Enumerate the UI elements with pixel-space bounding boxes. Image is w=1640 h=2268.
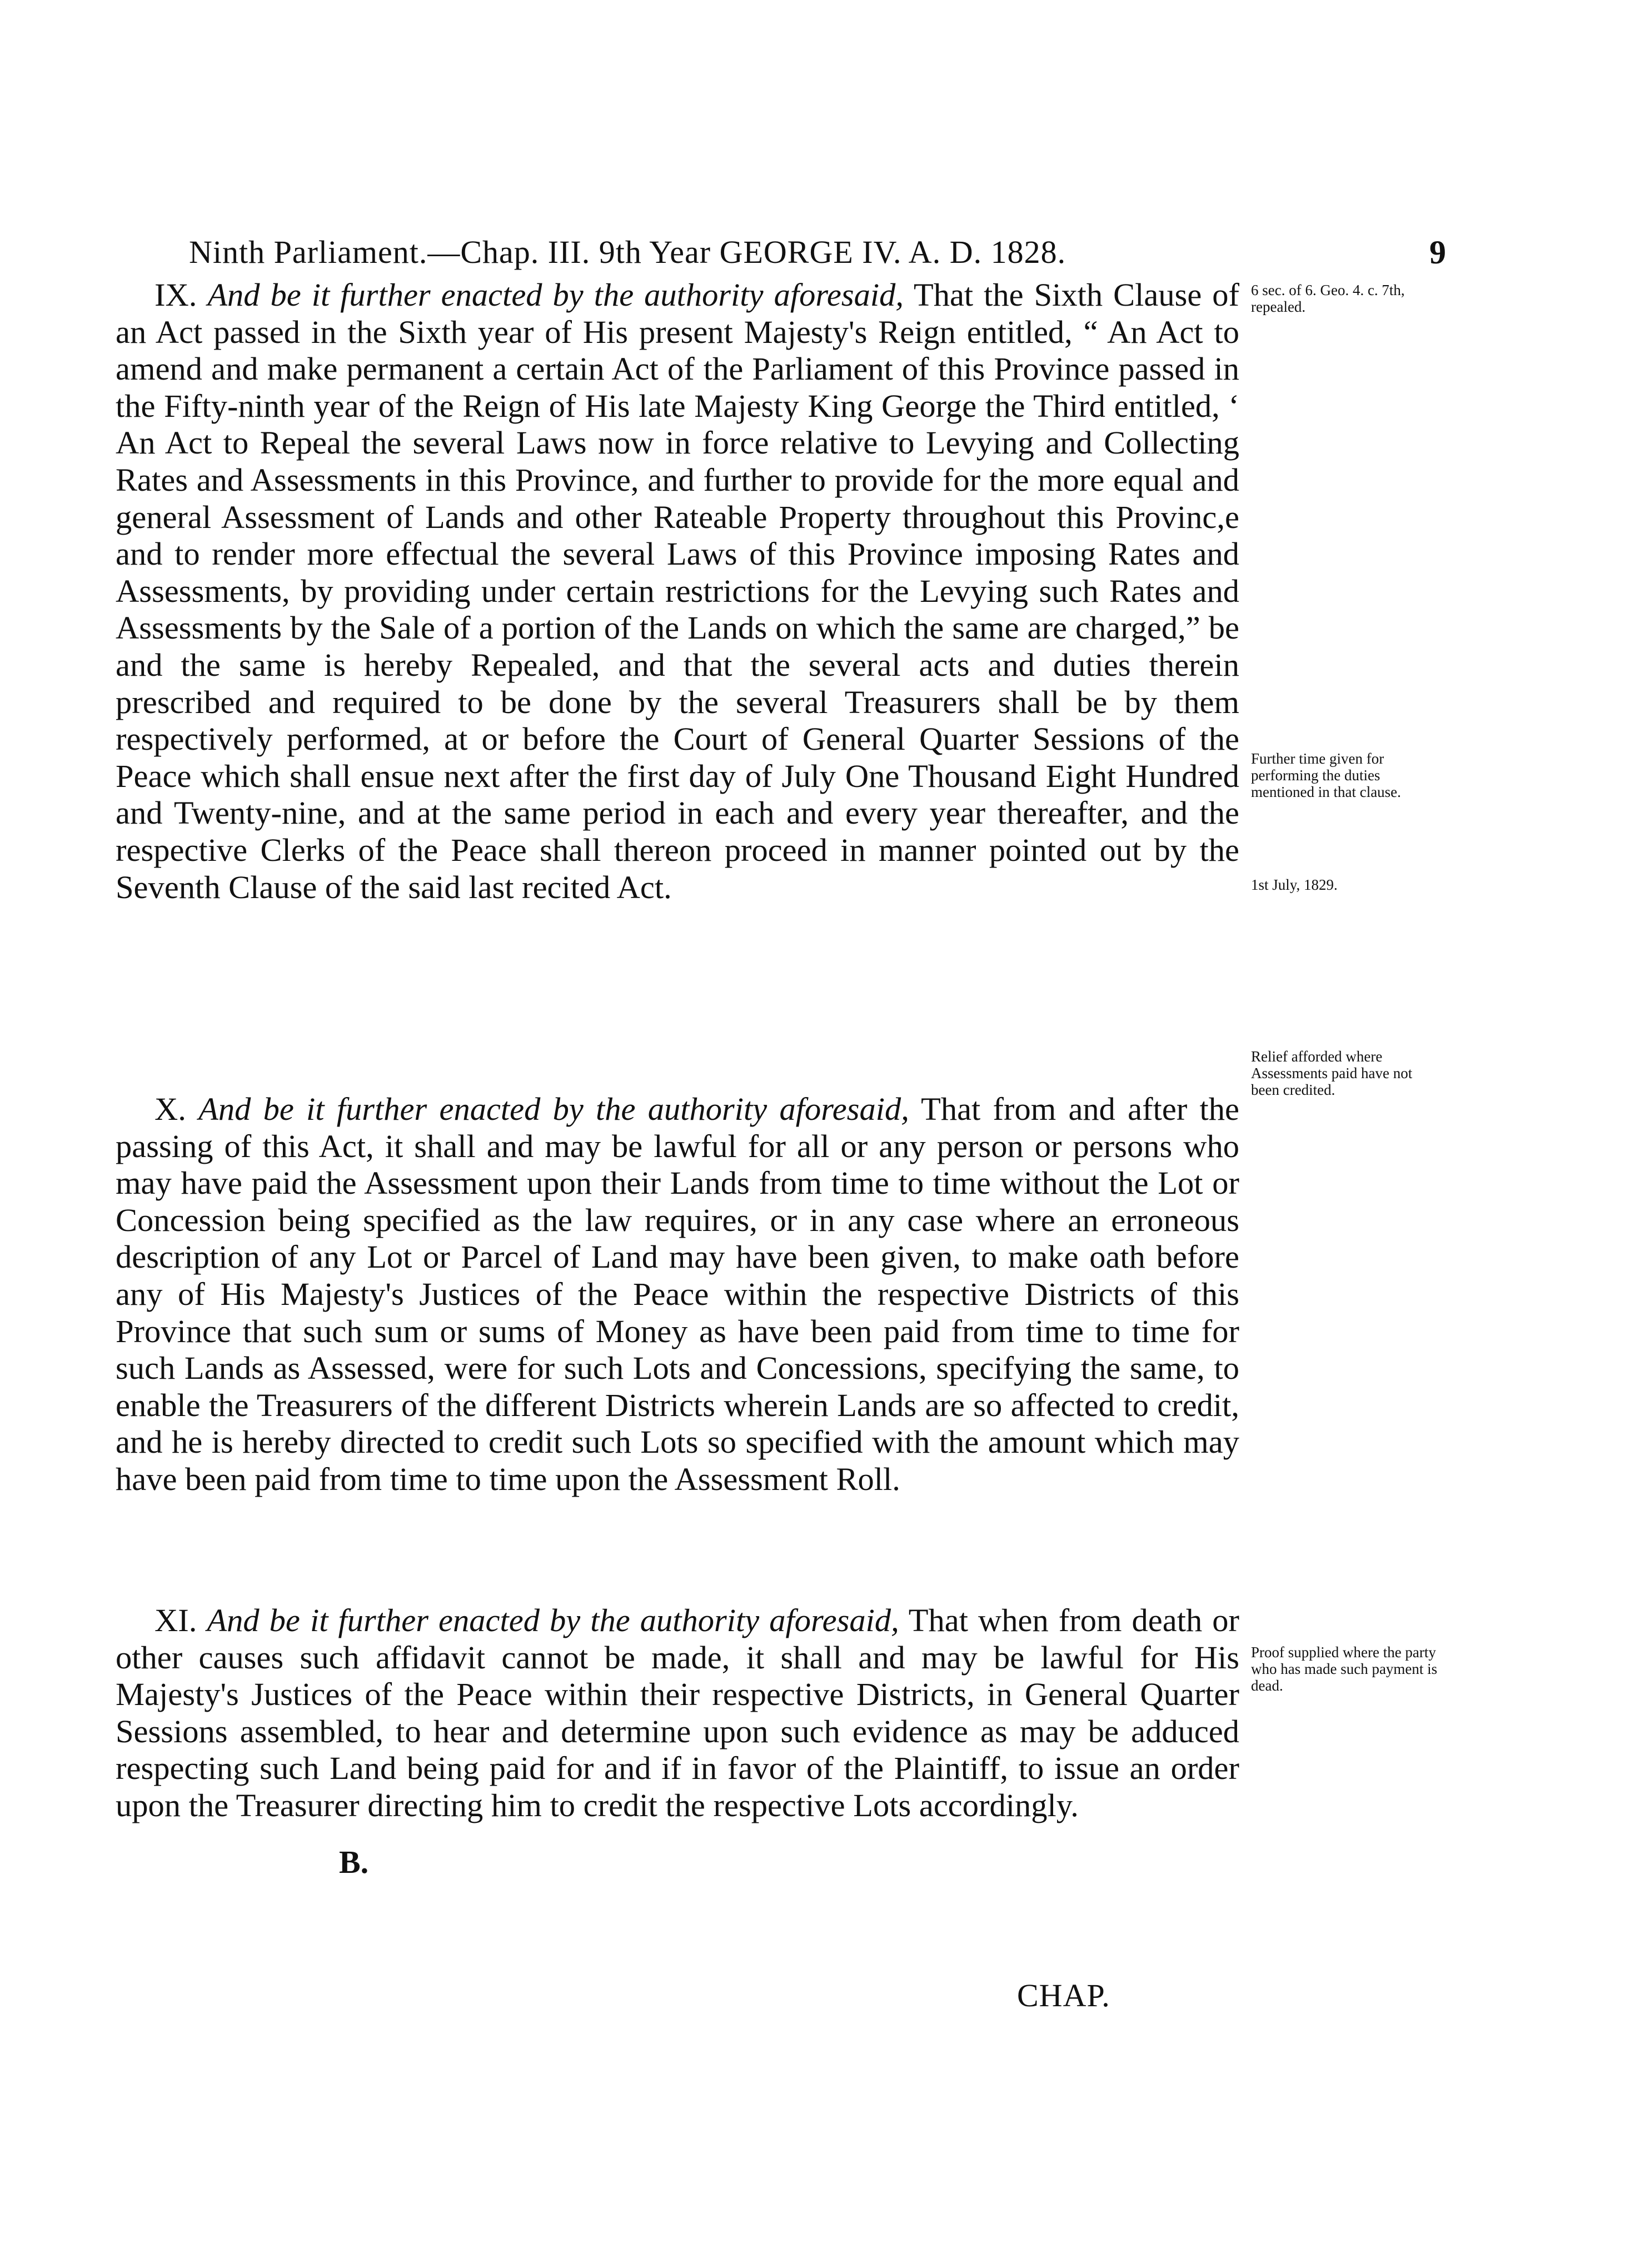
enacting-clause: And be it further enacted by the authority aforesaid, xyxy=(207,277,904,313)
enacting-clause: And be it further enacted by the authority aforesaid, xyxy=(198,1091,909,1127)
margin-note-further-time: Further time given for performing the duties mentioned in that clause. xyxy=(1251,750,1401,800)
section-body: That when from death or other causes such affidavit cannot be made, it shall and may be lawful for His Majesty's Justices of the Peace within their respective Districts, in General Quarter Sessions assembled, to hear and determine upon such evidence as may be adduced respecting such Land being paid for and if in favor of the Plaintiff, to issue an order upon the Treasurer directing him to credit the respective Lots accordingly. xyxy=(116,1602,1239,1823)
margin-note-date: 1st July, 1829. xyxy=(1251,876,1338,893)
running-title: Ninth Parliament.—Chap. III. 9th Year GEORGE IV. A. D. 1828. xyxy=(189,234,1066,270)
section-body: That the Sixth Clause of an Act passed in the Sixth year of His present Majesty's Reign entitled, “ An Act to amend and make permanent a certain Act of the Parliament of this Province passed in the Fifty-ninth year of the Reign of His late Majesty King George the Third entitled, ‘ An Act to Repeal the several Laws now in force relative to Levying and Collecting Rates and Assessments in this Province, and further to provide for the more equal and general Assessment of Lands and other Rateable Property throughout this Provinc,e and to render more effectual the several Laws of this Province imposing Rates and Assessments, by providing under certain restrictions for the Levying such Rates and Assessments by the Sale of a portion of the Lands on which the same are charged,” be and the same is hereby Repealed, and that the several acts and duties therein prescribed and required to be done by the several Treasurers shall be by them respectively performed, at or before the Court of General Quarter Sessions of the Peace which shall ensue next after the first day of July One Thousand Eight Hundred and Twenty-nine, and at the same period in each and every year thereafter, and the respective Clerks of the Peace shall thereon proceed in manner pointed out by the Seventh Clause of the said last recited Act. xyxy=(116,277,1239,905)
section-x xyxy=(116,1091,1239,1498)
signature-mark: B. xyxy=(339,1844,369,1880)
margin-note-repealed: 6 sec. of 6. Geo. 4. c. 7th, repealed. xyxy=(1251,282,1405,315)
margin-note-relief: Relief afforded where Assessments paid have not been credited. xyxy=(1251,1048,1413,1098)
catchword: CHAP. xyxy=(1017,1977,1110,2013)
section-number: X. xyxy=(154,1091,186,1127)
enacting-clause: And be it further enacted by the authority aforesaid, xyxy=(207,1602,899,1638)
section-ix xyxy=(116,277,1239,906)
section-body: That from and after the passing of this Act, it shall and may be lawful for all or any person or persons who may have paid the Assessment upon their Lands from time to time without the Lot or Concession being specified as the law requires, or in any case where an erroneous description of any Lot or Parcel of Land may have been given, to make oath before any of His Majesty's Justices of the Peace within the respective Districts of this Province that such sum or sums of Money as have been paid from time to time for such Lands as Assessed, were for such Lots and Concessions, specifying the same, to enable the Treasurers of the different Districts wherein Lands are so affected to credit, and he is hereby directed to credit such Lots so specified with the amount which may have been paid from time to time upon the Assessment Roll. xyxy=(116,1091,1239,1497)
running-header xyxy=(189,230,1467,275)
section-number: IX. xyxy=(154,277,197,313)
margin-note-proof: Proof supplied where the party who has made such payment is dead. xyxy=(1251,1644,1438,1694)
section-number: XI. xyxy=(154,1602,197,1638)
page-number: 9 xyxy=(1429,234,1446,271)
section-xi xyxy=(116,1602,1239,1825)
